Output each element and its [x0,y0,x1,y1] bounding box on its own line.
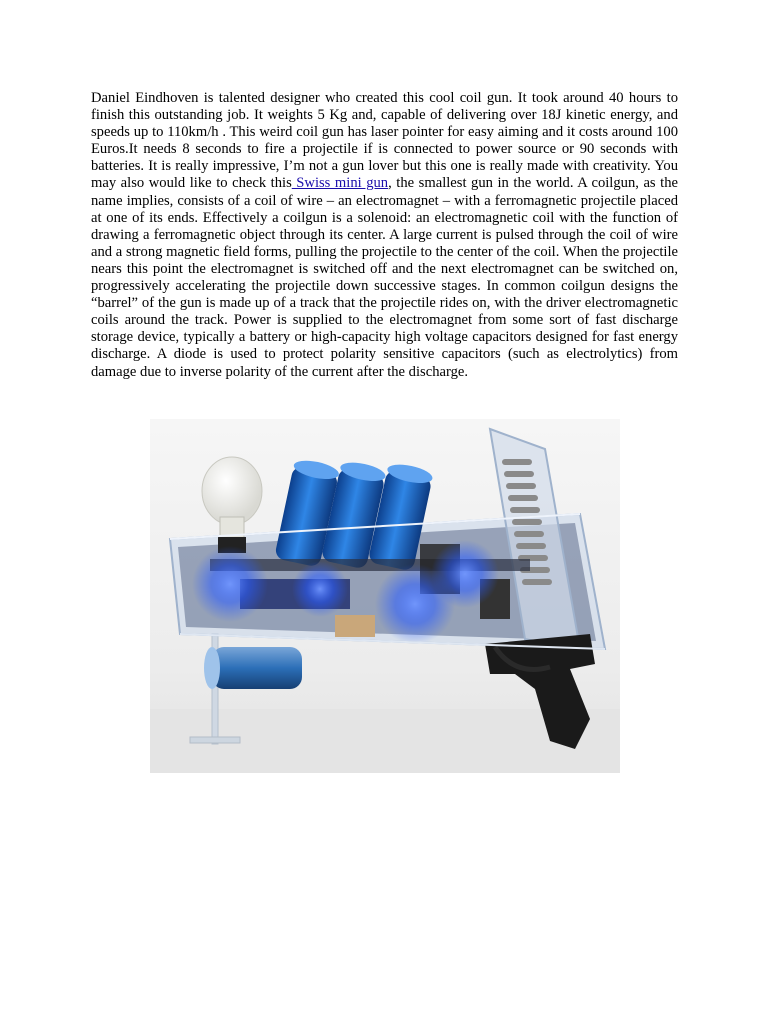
article-text-part-1: Daniel Eindhoven is talented designer who created this cool coil gun. It took around 40 hours to finish this outstanding job. It weights 5 Kg and, capable of delivering over 18J kinetic energy, and speeds up to 110km/h . This weird coil gun has laser pointer for easy aiming and it costs around 100 Euros.It needs 8 seconds to fire a projectile if is connected to power source or 90 seconds with batteries. It is really impressive, I’m not a gun lover but this one is really made with creativity. You may also would like to check this [91,90,678,192]
article-text-part-2: , the smallest gun in the world. A coilgun, as the name implies, consists of a coil of wire – an electromagnet – with a ferromagnetic projectile placed at one of its ends. Effectively a coilgun is a solenoid: an electromagnetic coil with the function of drawing a ferromagnetic object through its center. A large current is pulsed through the coil of wire and a strong magnetic field forms, pulling the projectile to the center of the coil. When the projectile nears this point the electromagnet is switched off and the next electromagnet can be switched on, progressively accelerating the projectile down successive stages. In common coilgun designs the “barrel” of the gun is made up of a track that the projectile rides on, with the driver electromagnetic coils around the track. Power is supplied to the electromagnet from some sort of fast discharge storage device, typically a battery or high-capacity high voltage capacitors designed for fast energy discharge. A diode is used to protect polarity sensitive capacitors (such as electrolytics) from damage due to inverse polarity of the current after the discharge. [91,175,678,380]
coil-gun-illustration [150,419,620,773]
lower-capacitor [204,647,302,689]
swiss-mini-gun-link[interactable]: Swiss mini gun [291,175,389,192]
article-paragraph [91,90,678,381]
blue-capacitors [274,457,434,571]
coil-gun-photo [150,419,620,773]
